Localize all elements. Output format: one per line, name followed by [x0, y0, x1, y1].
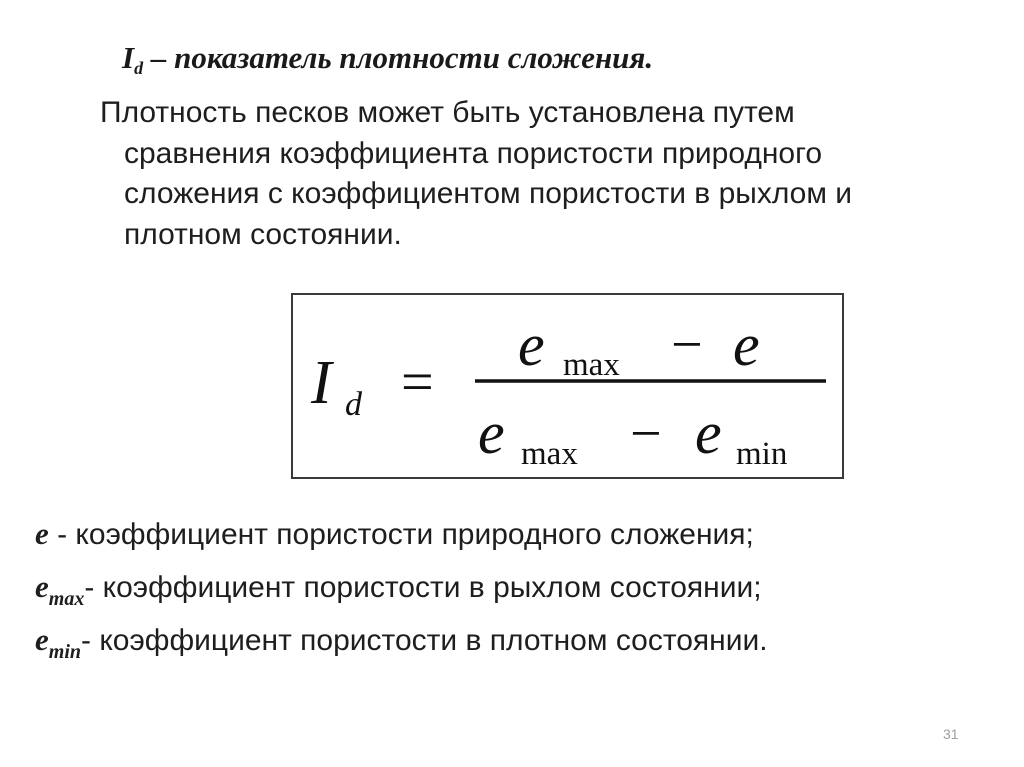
legend-text: - коэффициент пористости в плотном состоянии.: [81, 624, 768, 657]
denominator-e-min: e: [695, 400, 722, 466]
formula-box: [291, 293, 844, 479]
legend-row-e: [35, 508, 768, 561]
formula-lhs-subscript: d: [345, 386, 362, 423]
heading-subscript: d: [134, 58, 144, 78]
legend-row-emin: [35, 614, 768, 667]
legend-symbol: $e_{min}$: [35, 622, 82, 663]
legend-symbol: $e_{max}$: [35, 569, 85, 610]
heading-symbol: I: [122, 40, 135, 75]
denominator-minus: −: [630, 403, 662, 465]
numerator-e-max: e: [518, 312, 545, 378]
legend-text: - коэффициент пористости природного сложения;: [48, 518, 754, 551]
denominator-min-subscript: min: [736, 436, 788, 472]
paragraph-line: сравнения коэффициента пористости природного: [124, 136, 823, 170]
denominator-max-subscript: max: [521, 436, 578, 472]
density-index-formula: [293, 295, 842, 477]
legend-text: - коэффициент пористости в рыхлом состоянии;: [84, 571, 762, 604]
denominator-e-max: e: [478, 400, 505, 466]
numerator-max-subscript: max: [563, 347, 620, 383]
paragraph-line: сложения с коэффициентом пористости в рыхлом и: [124, 177, 853, 210]
variable-legend: [35, 508, 768, 667]
paragraph-line: Плотность песков может быть установлена путем: [100, 96, 795, 129]
legend-row-emax: [35, 561, 768, 614]
heading-text: – показатель плотности сложения.: [143, 40, 654, 75]
legend-symbol: e: [35, 516, 49, 551]
page-number: 31: [943, 726, 959, 742]
formula-lhs-symbol: I: [311, 349, 332, 417]
formula-equals: =: [401, 349, 434, 414]
paragraph-line: плотном состоянии.: [124, 217, 402, 251]
numerator-minus: −: [671, 314, 703, 376]
slide-heading: [122, 38, 653, 78]
description-paragraph: [100, 93, 980, 255]
numerator-e: e: [733, 312, 760, 378]
